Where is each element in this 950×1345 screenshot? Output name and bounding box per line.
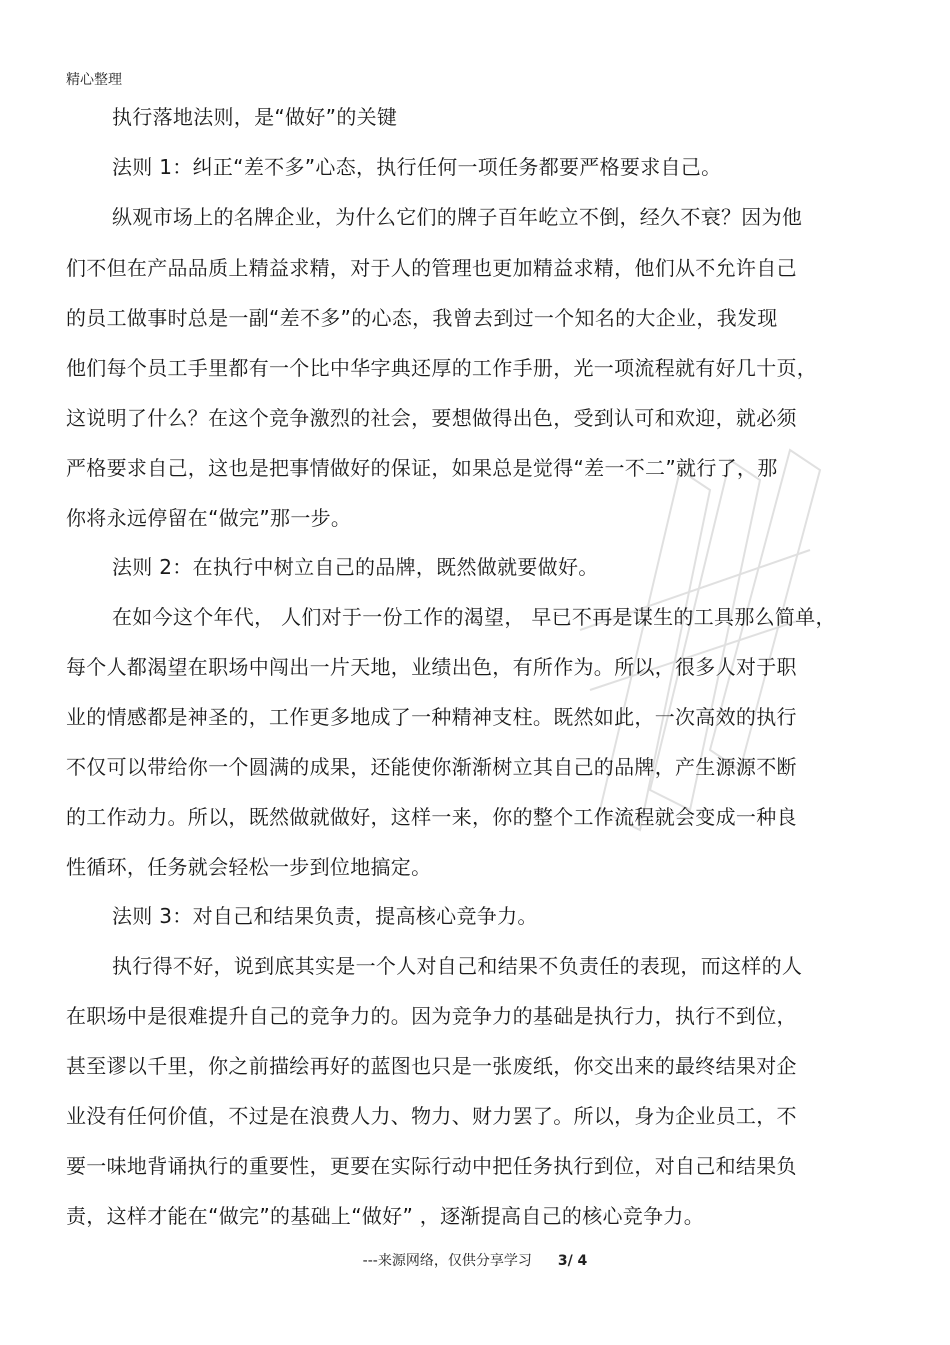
body-line: 执行得不好，说到底其实是一个人对自己和结果不负责任的表现，而这样的人: [112, 954, 803, 978]
body-line: 责，这样才能在“做完”的基础上“做好” ，逐渐提高自己的核心竞争力。: [66, 1204, 705, 1228]
body-line: 每个人都渴望在职场中闯出一片天地，业绩出色，有所作为。所以，很多人对于职: [66, 655, 797, 679]
page-header: 精心整理: [66, 72, 122, 88]
footer-source: ---来源网络，仅供分享学习: [362, 1253, 532, 1269]
body-line: 这说明了什么？在这个竞争激烈的社会，要想做得出色，受到认可和欢迎，就必须: [66, 406, 797, 430]
body-line: 法则 1：纠正“差不多”心态，执行任何一项任务都要严格要求自己。: [112, 155, 722, 179]
watermark-stamp: [560, 430, 840, 850]
body-line: 严格要求自己，这也是把事情做好的保证，如果总是觉得“差一不二”就行了，那: [66, 456, 778, 480]
body-line: 法则 3：对自己和结果负责，提高核心竞争力。: [112, 904, 538, 928]
body-line: 纵观市场上的名牌企业，为什么它们的牌子百年屹立不倒，经久不衰？因为他: [112, 205, 803, 229]
body-line: 在如今这个年代， 人们对于一份工作的渴望， 早已不再是谋生的工具那么简单，: [112, 605, 836, 629]
body-line: 们不但在产品品质上精益求精，对于人的管理也更加精益求精，他们从不允许自己: [66, 256, 797, 280]
body-line: 甚至谬以千里，你之前描绘再好的蓝图也只是一张废纸，你交出来的最终结果对企: [66, 1054, 797, 1078]
body-line: 业没有任何价值，不过是在浪费人力、物力、财力罢了。所以，身为企业员工，不: [66, 1104, 797, 1128]
body-line: 执行落地法则，是“做好”的关键: [112, 105, 398, 129]
body-line: 法则 2：在执行中树立自己的品牌，既然做就要做好。: [112, 555, 599, 579]
page-footer: [0, 1250, 950, 1270]
body-line: 你将永远停留在“做完”那一步。: [66, 506, 352, 530]
body-line: 要一味地背诵执行的重要性，更要在实际行动中把任务执行到位，对自己和结果负: [66, 1154, 797, 1178]
body-line: 不仅可以带给你一个圆满的成果，还能使你渐渐树立其自己的品牌，产生源源不断: [66, 755, 797, 779]
page-number: 3/ 4: [557, 1253, 588, 1269]
body-line: 的员工做事时总是一副“差不多”的心态，我曾去到过一个知名的大企业，我发现: [66, 306, 778, 330]
body-line: 性循环，任务就会轻松一步到位地搞定。: [66, 855, 432, 879]
body-line: 的工作动力。所以，既然做就做好，这样一来，你的整个工作流程就会变成一种良: [66, 805, 797, 829]
body-line: 在职场中是很难提升自己的竞争力的。因为竞争力的基础是执行力，执行不到位，: [66, 1004, 797, 1028]
body-line: 业的情感都是神圣的，工作更多地成了一种精神支柱。既然如此，一次高效的执行: [66, 705, 797, 729]
body-line: 他们每个员工手里都有一个比中华字典还厚的工作手册，光一项流程就有好几十页，: [66, 356, 818, 380]
